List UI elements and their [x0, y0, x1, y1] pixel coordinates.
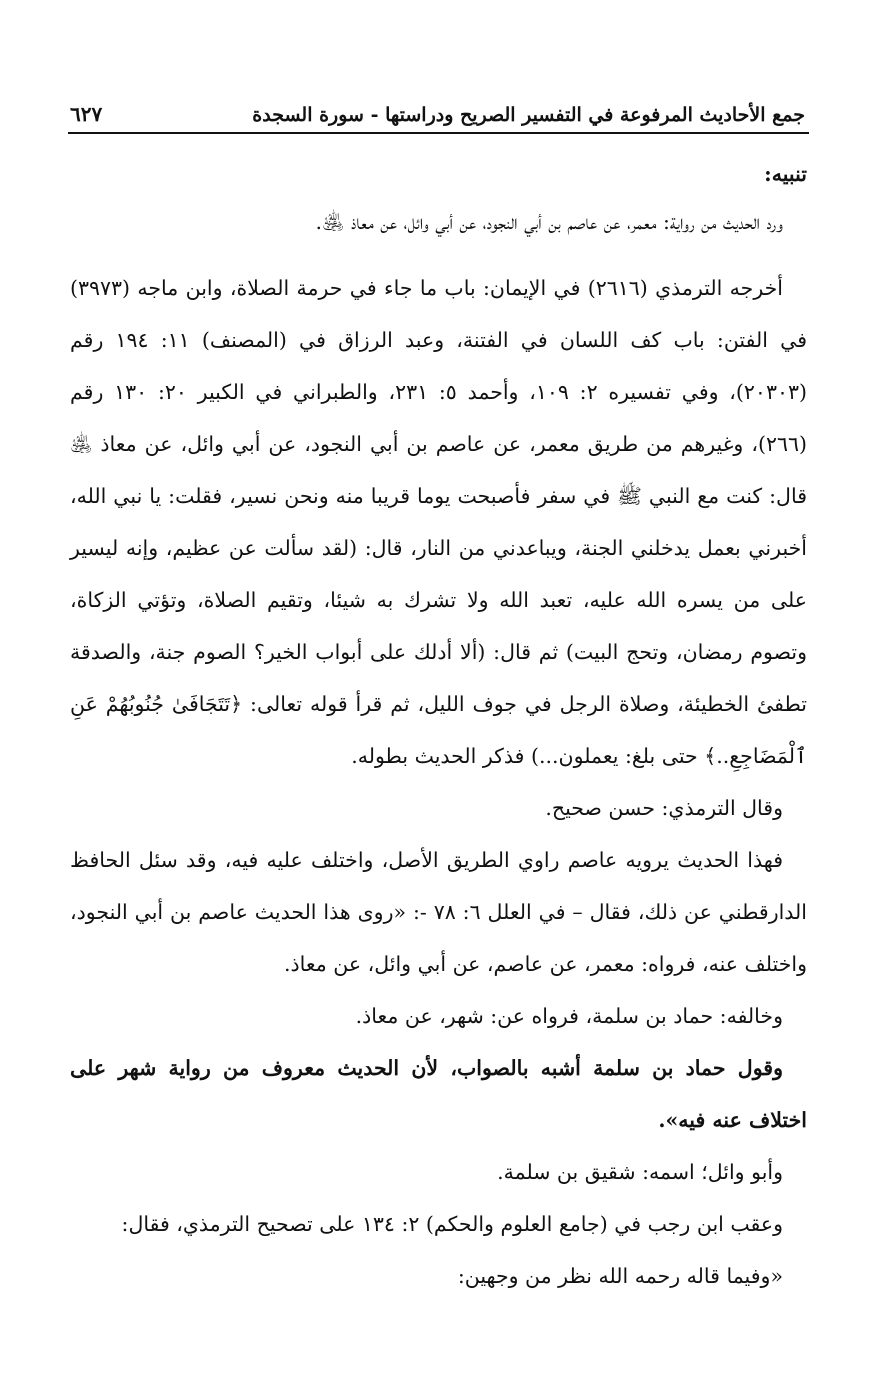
paragraph-tirmidhi: وقال الترمذي: حسن صحيح.: [545, 796, 783, 820]
paragraph-qawl-hammad: وقول حماد بن سلمة أشبه بالصواب، لأن الحديث معروف من رواية شهر على اختلاف عنه فيه».: [70, 1056, 807, 1132]
section-heading: تنبيه:: [764, 162, 807, 186]
page-number: ٦٢٧: [70, 102, 103, 126]
header-title: جمع الأحاديث المرفوعة في التفسير الصريح ودراستها - سورة السجدة: [252, 104, 805, 126]
header-rule: [68, 132, 809, 134]
paragraph-hammad: وخالفه: حماد بن سلمة، فرواه عن: شهر، عن معاذ.: [355, 1004, 783, 1028]
paragraph-gap: [70, 248, 807, 262]
running-header: [70, 96, 807, 130]
paragraph-takhrij: أخرجه الترمذي (٢٦١٦) في الإيمان: باب ما جاء في حرمة الصلاة، وابن ماجه (٣٩٧٣) في الفتن: باب كف اللسان في الفتنة، وعبد الرزاق في (المصنف) ١١: ١٩٤ رقم (٢٠٣٠٣)، وفي تفسيره ٢: ١٠٩، وأحمد ٥: ٢٣١، والطبراني في الكبير ٢٠: ١٣٠ رقم (٢٦٦)، وغيرهم من طريق معمر، عن عاصم بن أبي النجود، عن أبي وائل، عن معاذ ﵁ قال: كنت مع النبي ﷺ في سفر فأصبحت يوما قريبا منه ونحن نسير، فقلت: يا نبي الله، أخبرني بعمل يدخلني الجنة، ويباعدني من النار، قال: (لقد سألت عن عظيم، وإنه ليسير على من يسره الله عليه، تعبد الله ولا تشرك به شيئا، وتقيم الصلاة، وتؤتي الزكاة، وتصوم رمضان، وتحج البيت) ثم قال: (ألا أدلك على أبواب الخير؟ الصوم جنة، والصدقة تطفئ الخطيئة، وصلاة الرجل في جوف الليل، ثم قرأ قوله تعالى: ﴿تَتَجَافَىٰ جُنُوبُهُمْ عَنِ ٱلْمَضَاجِعِ..﴾ حتى بلغ: يعملون...) فذكر الحديث بطوله.: [70, 276, 807, 768]
body-text: [70, 152, 807, 1302]
paragraph-intro: ورد الحديث من رواية: معمر، عن عاصم بن أبي النجود، عن أبي وائل، عن معاذ ﵁.: [315, 210, 783, 234]
paragraph-quote-start: «وفيما قاله رحمه الله نظر من وجهين:: [457, 1264, 783, 1288]
paragraph-abu-wail: وأبو وائل؛ اسمه: شقيق بن سلمة.: [497, 1160, 783, 1184]
paragraph-ibn-rajab: وعقب ابن رجب في (جامع العلوم والحكم) ٢: ١٣٤ على تصحيح الترمذي، فقال:: [121, 1212, 783, 1236]
paragraph-daraqutni: فهذا الحديث يرويه عاصم راوي الطريق الأصل، واختلف عليه فيه، وقد سئل الحافظ الدارقطني عن ذلك، فقال – في العلل ٦: ٧٨ -: «روى هذا الحديث عاصم بن أبي النجود، واختلف عنه، فرواه: معمر، عن عاصم، عن أبي وائل، عن معاذ.: [70, 848, 807, 976]
